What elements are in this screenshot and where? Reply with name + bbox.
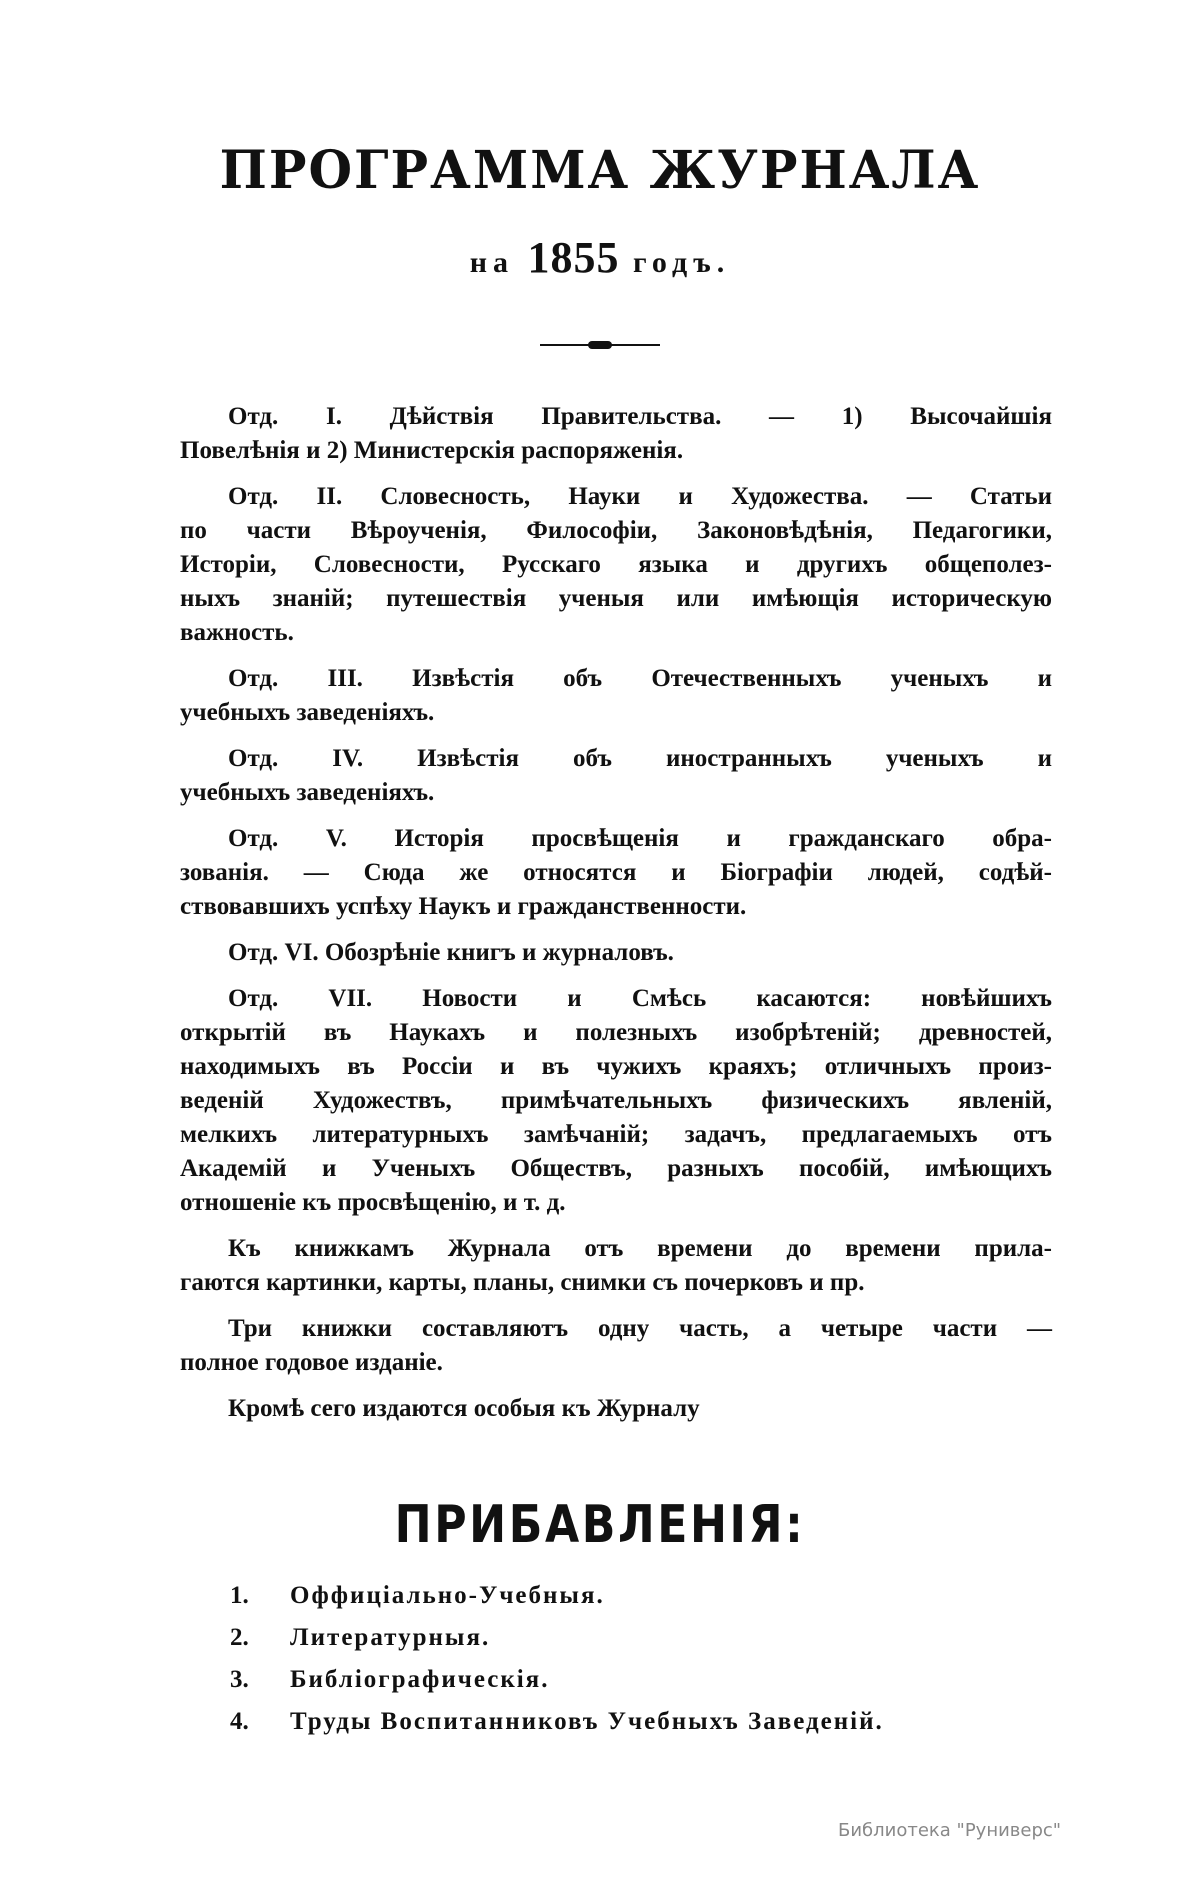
section-paragraph <box>180 1232 1052 1300</box>
page-title: ПРОГРАММА ЖУРНАЛА <box>219 138 981 201</box>
text-line: Академій и Ученыхъ Обществъ, разныхъ пособій, имѣющихъ <box>180 1155 1052 1182</box>
page-subtitle <box>0 232 1200 283</box>
text-line: учебныхъ заведеніяхъ. <box>180 779 435 806</box>
text-line: Отд. II. Словесность, Науки и Художества. — Статьи <box>228 483 1052 510</box>
item-number: 3. <box>230 1666 249 1693</box>
supplement-item <box>230 1659 884 1701</box>
text-line: Отд. VII. Новости и Смѣсь касаются: новѣйшихъ <box>228 985 1052 1012</box>
program-sections <box>180 400 1052 1438</box>
supplement-item <box>230 1617 884 1659</box>
section-paragraph <box>180 742 1052 810</box>
item-number: 1. <box>230 1582 249 1609</box>
text-line: Три книжки составляютъ одну часть, а четыре части — <box>228 1315 1052 1342</box>
supplement-item <box>230 1701 884 1743</box>
library-watermark: Библиотека "Руниверс" <box>838 1820 1062 1841</box>
item-number: 2. <box>230 1624 249 1651</box>
text-line: гаются картинки, карты, планы, снимки съ почерковъ и пр. <box>180 1269 865 1296</box>
ornament-divider <box>540 343 660 347</box>
text-line: зованія. — Сюда же относятся и Біографіи людей, содѣй- <box>180 859 1052 886</box>
section-paragraph <box>180 480 1052 650</box>
text-line: Отд. III. Извѣстія объ Отечественныхъ ученыхъ и <box>228 665 1052 692</box>
text-line: Отд. IV. Извѣстія объ иностранныхъ ученыхъ и <box>228 745 1052 772</box>
item-text: Труды Воспитанниковъ Учебныхъ Заведеній. <box>290 1708 884 1735</box>
text-line: отношеніе къ просвѣщенію, и т. д. <box>180 1189 566 1216</box>
text-line: Отд. I. Дѣйствія Правительства. — 1) Высочайшія <box>228 403 1052 430</box>
subtitle-pre: на <box>469 246 515 279</box>
text-line: важность. <box>180 619 294 646</box>
section-paragraph <box>180 662 1052 730</box>
item-text: Оффиціально-Учебныя. <box>290 1582 605 1609</box>
supplement-item <box>230 1575 884 1617</box>
text-line: Повелѣнія и 2) Министерскія распоряженія. <box>180 437 684 464</box>
section-paragraph <box>180 982 1052 1220</box>
text-line: ствовавшихъ успѣху Наукъ и гражданственности. <box>180 893 747 920</box>
section-paragraph <box>180 936 1052 970</box>
section-paragraph <box>180 822 1052 924</box>
subtitle-year: 1855 <box>527 233 620 282</box>
section-paragraph <box>180 1392 1052 1426</box>
text-line: Къ книжкамъ Журнала отъ времени до времени прила- <box>228 1235 1052 1262</box>
text-line: Кромѣ сего издаются особыя къ Журналу <box>228 1395 700 1422</box>
supplements-list <box>230 1575 884 1743</box>
text-line: Отд. VI. Обозрѣніе книгъ и журналовъ. <box>228 939 674 966</box>
text-line: ныхъ знаній; путешествія ученыя или имѣющія историческую <box>180 585 1052 612</box>
supplements-heading: ПРИБАВЛЕНІЯ: <box>394 1495 806 1555</box>
text-line: учебныхъ заведеніяхъ. <box>180 699 435 726</box>
text-line: мелкихъ литературныхъ замѣчаній; задачъ, предлагаемыхъ отъ <box>180 1121 1052 1148</box>
text-line: по части Вѣроученія, Философіи, Законовѣдѣнія, Педагогики, <box>180 517 1052 544</box>
text-line: находимыхъ въ Россіи и въ чужихъ краяхъ; отличныхъ произ- <box>180 1053 1052 1080</box>
section-paragraph <box>180 1312 1052 1380</box>
text-line: веденій Художествъ, примѣчательныхъ физическихъ явленій, <box>180 1087 1052 1114</box>
subtitle-post: годъ. <box>633 246 731 279</box>
item-text: Библіографическія. <box>290 1666 550 1693</box>
text-line: открытій въ Наукахъ и полезныхъ изобрѣтеній; древностей, <box>180 1019 1052 1046</box>
text-line: полное годовое изданіе. <box>180 1349 443 1376</box>
section-paragraph <box>180 400 1052 468</box>
text-line: Исторіи, Словесности, Русскаго языка и другихъ общеполез- <box>180 551 1052 578</box>
item-text: Литературныя. <box>290 1624 491 1651</box>
item-number: 4. <box>230 1708 249 1735</box>
text-line: Отд. V. Исторія просвѣщенія и гражданскаго обра- <box>228 825 1052 852</box>
